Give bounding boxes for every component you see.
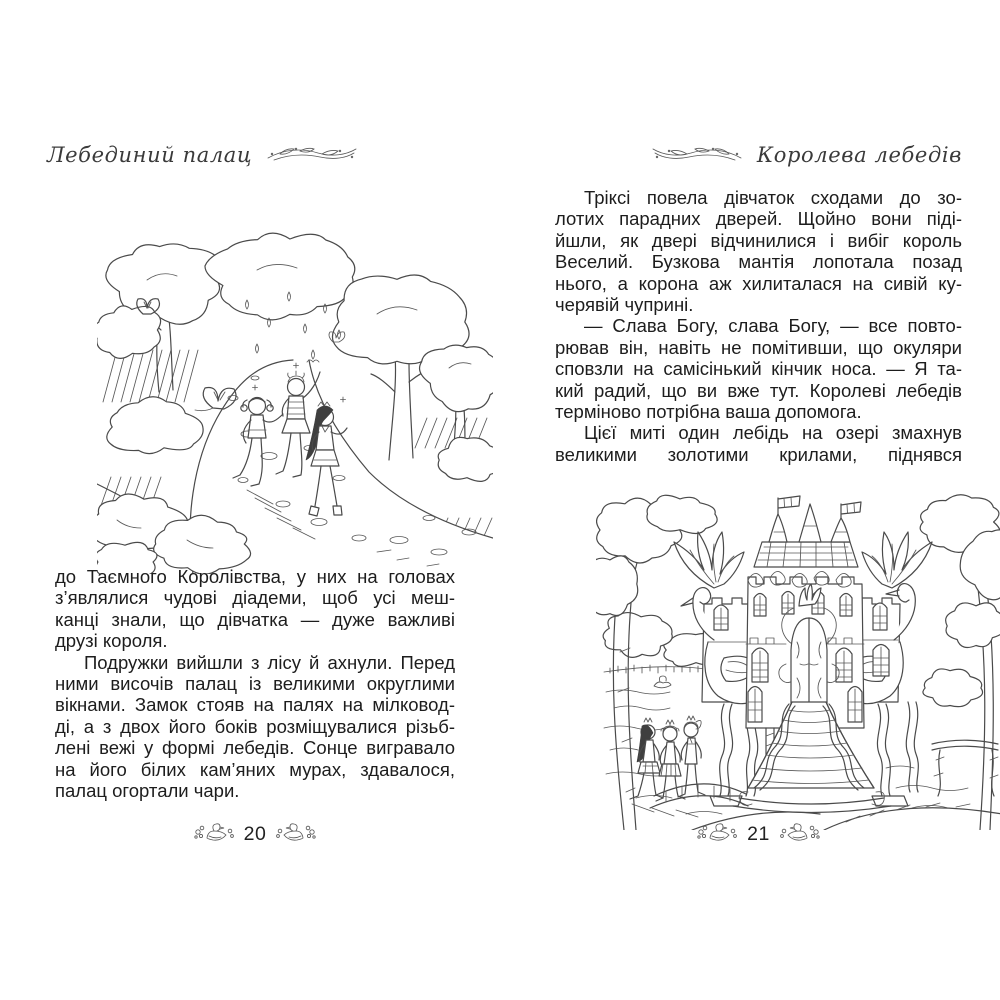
text-line: палац огортали чари. bbox=[55, 780, 240, 802]
text-line: з’являлися чудові діадеми, щоб усі меш- bbox=[55, 587, 455, 609]
text-line: Веселий. Бузкова мантія лопотала позад bbox=[555, 251, 962, 273]
text-line: черявій чуприні. bbox=[555, 294, 694, 316]
feather-flourish-icon bbox=[651, 145, 743, 165]
swan-ornament-icon bbox=[193, 822, 235, 846]
text-line: канці знали, що дівчатка — дуже важливі bbox=[55, 608, 455, 630]
text-line: — Слава Богу, слава Богу, — все повто- bbox=[584, 315, 962, 337]
text-line: лотих парадних дверей. Щойно вони піді- bbox=[555, 208, 962, 230]
text-line: лені вежі у формі лебедів. Сонце вигравало bbox=[55, 737, 455, 759]
duck-icon bbox=[654, 676, 671, 688]
text-line: Подружки вийшли з лісу й ахнули. Перед bbox=[84, 651, 455, 673]
text-line: великими золотими крилами, піднявся bbox=[555, 443, 962, 465]
left-running-head bbox=[47, 142, 358, 168]
left-header-title: Лебединий палац bbox=[47, 143, 253, 167]
text-line: нього, а корона аж хилиталася на сивій ку- bbox=[555, 272, 962, 294]
text-line: сповзли на самісінький кінчик носа. — Я та- bbox=[555, 358, 962, 380]
swan-ornament-icon bbox=[779, 822, 821, 846]
forest-path-illustration bbox=[97, 222, 493, 574]
text-line: друзі короля. bbox=[55, 630, 168, 652]
text-line: ними височів палац із великими округлими bbox=[55, 673, 455, 695]
left-page-number: 20 bbox=[243, 822, 267, 845]
text-line: кий радий, що ви вже тут. Королеві лебедів bbox=[555, 379, 962, 401]
text-line: Тріксі повела дівчаток сходами до зо- bbox=[584, 187, 962, 208]
right-header-title: Королева лебедів bbox=[756, 143, 962, 167]
text-line: терміново потрібна ваша допомога. bbox=[555, 401, 862, 423]
text-line: рював він, навіть не помітивши, що окуляри bbox=[555, 336, 962, 358]
swan-palace-drawing bbox=[596, 492, 1000, 830]
left-page-footer bbox=[55, 822, 455, 846]
text-line: Цієї миті один лебідь на озері змахнув bbox=[584, 422, 962, 444]
left-text-block bbox=[55, 566, 455, 801]
text-line: вікнами. Замок стояв на палях на мілковод- bbox=[55, 694, 455, 716]
girls-walking bbox=[630, 716, 705, 801]
text-line: ді, а з двох його боків розміщувалися різьб- bbox=[55, 715, 455, 737]
right-page-number: 21 bbox=[747, 822, 770, 845]
text-line: до Таємного Королівства, у них на головах bbox=[55, 566, 455, 587]
forest-path-drawing bbox=[97, 222, 493, 574]
swan-ornament-icon bbox=[275, 822, 317, 846]
right-page-footer bbox=[555, 822, 962, 846]
swan-ornament-icon bbox=[696, 822, 738, 846]
swan-palace-illustration bbox=[596, 492, 1000, 830]
right-text-block bbox=[555, 187, 962, 465]
feather-flourish-icon bbox=[266, 145, 358, 165]
text-line: йшли, як двері відчинилися і вибіг король bbox=[555, 229, 962, 251]
text-line: на його білих кам’яних мурах, здавалося, bbox=[55, 758, 455, 780]
right-running-head bbox=[555, 142, 962, 168]
